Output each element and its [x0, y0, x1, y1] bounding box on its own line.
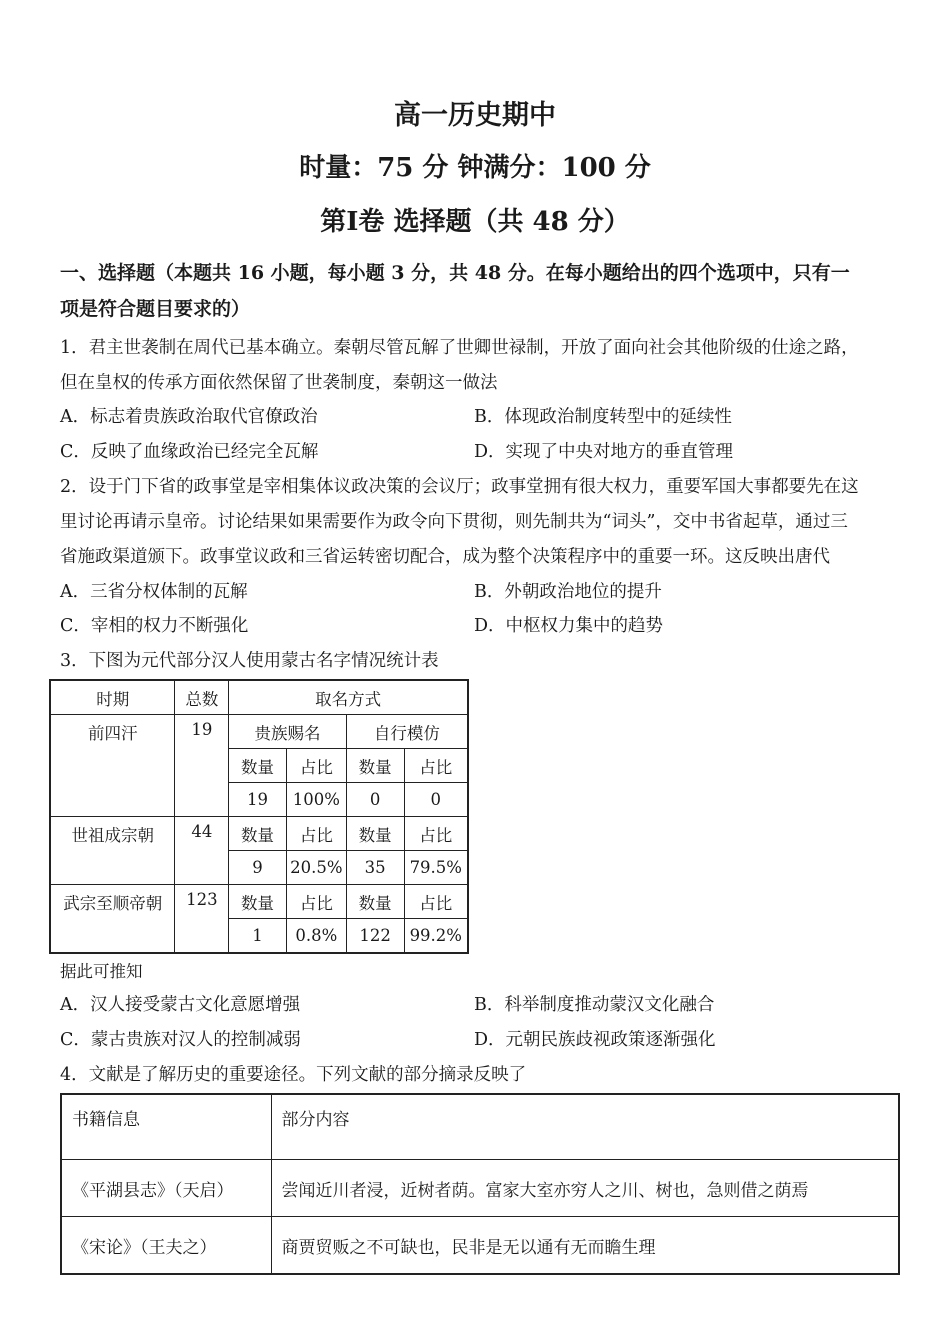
count-cell: 0 — [346, 783, 404, 817]
table-header-row — [50, 680, 468, 715]
table-row — [61, 1160, 899, 1217]
book-cell: 《宋论》（王夫之） — [61, 1217, 271, 1275]
table-row — [50, 817, 468, 851]
section-heading: 第Ⅰ卷 选择题（共 48 分） — [320, 207, 630, 237]
instructions-line-1: 一、选择题（本题共 16 小题，每小题 3 分，共 48 分。在每小题给出的四个选项中，只有一 — [60, 262, 850, 284]
exam-title: 高一历史期中 — [394, 100, 556, 131]
table-row — [50, 715, 468, 749]
table-header-row — [61, 1094, 899, 1160]
q3-inference-prompt: 据此可推知 — [60, 962, 143, 981]
q1-option-b: B．体现政治制度转型中的延续性 — [474, 407, 732, 427]
period-cell: 世祖成宗朝 — [50, 817, 175, 885]
q1-stem-line-2: 但在皇权的传承方面依然保留了世袭制度，秦朝这一做法 — [60, 373, 498, 393]
q1-option-a: A．标志着贵族政治取代官僚政治 — [60, 407, 318, 427]
q2-stem-line-3: 省施政渠道颁下。政事堂议政和三省运转密切配合，成为整个决策程序中的重要一环。这反映出唐代 — [60, 547, 830, 567]
header-count: 数量 — [229, 749, 287, 783]
total-cell: 19 — [175, 715, 229, 817]
time-score-line: 时量：75 分 钟满分：100 分 — [299, 153, 651, 183]
count-cell: 9 — [229, 851, 287, 885]
book-cell: 《平湖县志》（天启） — [61, 1160, 271, 1217]
ratio-cell: 99.2% — [404, 919, 468, 954]
q3-option-b: B．科举制度推动蒙汉文化融合 — [474, 995, 715, 1015]
total-cell: 44 — [175, 817, 229, 885]
header-excerpt: 部分内容 — [271, 1094, 899, 1160]
q3-stem: 3．下图为元代部分汉人使用蒙古名字情况统计表 — [60, 651, 439, 671]
header-granted: 贵族赐名 — [229, 715, 347, 749]
q3-option-c: C．蒙古贵族对汉人的控制减弱 — [60, 1030, 301, 1050]
ratio-cell: 100% — [286, 783, 346, 817]
header-ratio: 占比 — [286, 885, 346, 919]
count-cell: 122 — [346, 919, 404, 954]
header-ratio: 占比 — [404, 749, 468, 783]
header-count: 数量 — [346, 885, 404, 919]
q1-stem-line-1: 1．君主世袭制在周代已基本确立。秦朝尽管瓦解了世卿世禄制，开放了面向社会其他阶级的仕途之路， — [60, 338, 859, 358]
ratio-cell: 0 — [404, 783, 468, 817]
header-total: 总数 — [175, 680, 229, 715]
header-count: 数量 — [346, 749, 404, 783]
mongol-names-table — [49, 679, 469, 954]
period-cell: 武宗至顺帝朝 — [50, 885, 175, 954]
q1-option-c: C．反映了血缘政治已经完全瓦解 — [60, 442, 319, 462]
ratio-cell: 20.5% — [286, 851, 346, 885]
header-period: 时期 — [50, 680, 175, 715]
q2-stem-line-2: 里讨论再请示皇帝。讨论结果如果需要作为政令向下贯彻，则先制共为“词头”，交中书省起草，通过三 — [60, 512, 848, 532]
period-cell: 前四汗 — [50, 715, 175, 817]
ratio-cell: 79.5% — [404, 851, 468, 885]
q2-option-d: D．中枢权力集中的趋势 — [474, 616, 664, 636]
header-book-info: 书籍信息 — [61, 1094, 271, 1160]
q2-option-c: C．宰相的权力不断强化 — [60, 616, 249, 636]
instructions-line-2: 项是符合题目要求的） — [60, 298, 251, 320]
header-self-imitated: 自行模仿 — [346, 715, 468, 749]
count-cell: 19 — [229, 783, 287, 817]
header-ratio: 占比 — [404, 885, 468, 919]
table-row — [50, 885, 468, 919]
header-ratio: 占比 — [404, 817, 468, 851]
q2-option-a: A．三省分权体制的瓦解 — [60, 582, 248, 602]
q1-option-d: D．实现了中央对地方的垂直管理 — [474, 442, 734, 462]
count-cell: 1 — [229, 919, 287, 954]
header-naming-method: 取名方式 — [229, 680, 468, 715]
table-row — [61, 1217, 899, 1275]
header-count: 数量 — [229, 817, 287, 851]
q2-option-b: B．外朝政治地位的提升 — [474, 582, 662, 602]
q2-stem-line-1: 2．设于门下省的政事堂是宰相集体议政决策的会议厅；政事堂拥有很大权力，重要军国大事都要先在这 — [60, 477, 859, 497]
documents-table — [60, 1093, 900, 1275]
header-count: 数量 — [229, 885, 287, 919]
q4-stem: 4．文献是了解历史的重要途径。下列文献的部分摘录反映了 — [60, 1065, 527, 1085]
ratio-cell: 0.8% — [286, 919, 346, 954]
excerpt-cell: 商贾贸贩之不可缺也，民非是无以通有无而瞻生理 — [271, 1217, 899, 1275]
header-ratio: 占比 — [286, 817, 346, 851]
header-ratio: 占比 — [286, 749, 346, 783]
header-count: 数量 — [346, 817, 404, 851]
q3-option-a: A．汉人接受蒙古文化意愿增强 — [60, 995, 301, 1015]
total-cell: 123 — [175, 885, 229, 954]
count-cell: 35 — [346, 851, 404, 885]
excerpt-cell: 尝闻近川者浸，近树者荫。富家大室亦穷人之川、树也，急则借之荫焉 — [271, 1160, 899, 1217]
q3-option-d: D．元朝民族歧视政策逐渐强化 — [474, 1030, 716, 1050]
